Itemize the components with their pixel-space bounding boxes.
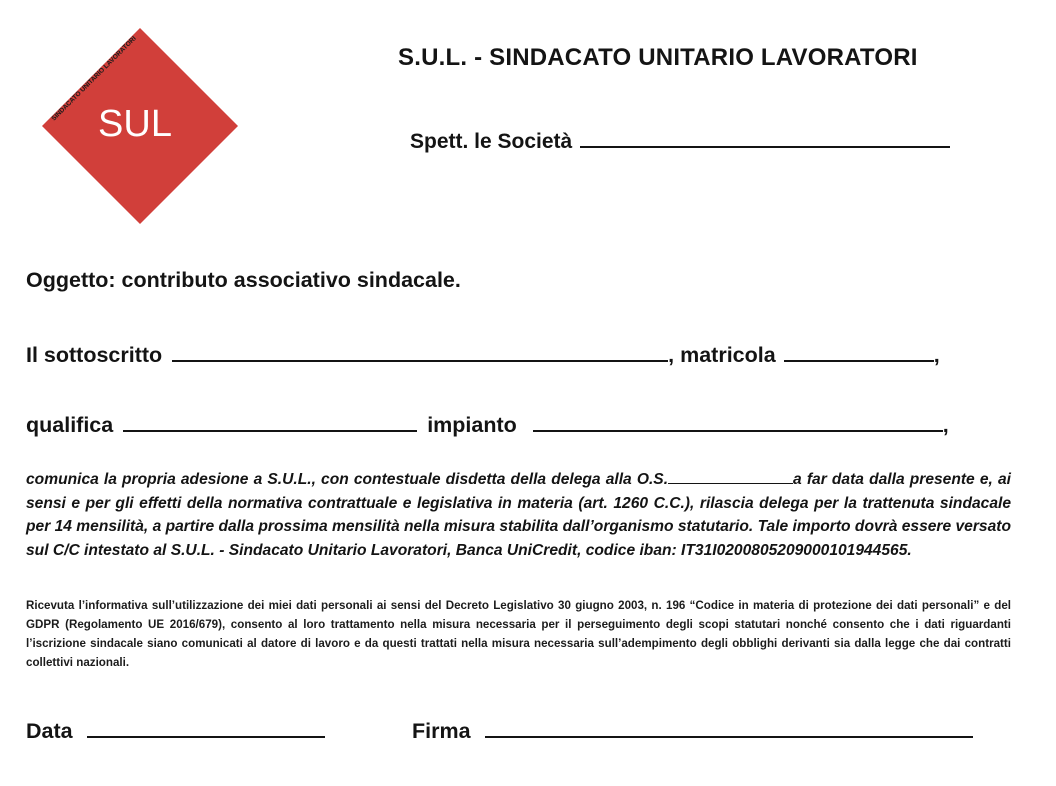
sottoscritto-label: Il sottoscritto <box>26 343 163 367</box>
impianto-comma: , <box>942 413 949 437</box>
date-row <box>26 716 325 744</box>
qualifica-label: qualifica <box>26 413 114 437</box>
logo-ring-text: SINDACATO UNITARIO LAVORATORI <box>50 35 138 123</box>
company-field[interactable] <box>580 126 950 148</box>
matricola-field[interactable] <box>784 340 934 362</box>
delegation-text-part1: comunica la propria adesione a S.U.L., con contestuale disdetta della delega alla O.S. <box>26 471 669 488</box>
subject: Oggetto: contributo associativo sindacale. <box>26 268 461 292</box>
os-field[interactable] <box>668 469 793 484</box>
matricola-label: , matricola <box>668 343 776 367</box>
signature-row <box>412 716 973 744</box>
date-field[interactable] <box>87 716 325 738</box>
signature-field[interactable] <box>485 716 973 738</box>
delegation-paragraph <box>26 468 1011 562</box>
recipient-line <box>410 126 950 154</box>
spett-label: Spett. le Società <box>410 130 573 153</box>
matricola-comma: , <box>933 343 940 367</box>
sottoscritto-field[interactable] <box>172 340 668 362</box>
sul-logo <box>40 26 240 226</box>
org-title: S.U.L. - SINDACATO UNITARIO LAVORATORI <box>398 44 918 71</box>
logo-text: SUL <box>98 103 172 145</box>
qualifica-row <box>26 410 949 438</box>
date-label: Data <box>26 719 73 743</box>
qualifica-field[interactable] <box>123 410 417 432</box>
privacy-paragraph: Ricevuta l’informativa sull’utilizzazione dei miei dati personali ai sensi del Decreto Legislativo 30 giugno 2003, n. 196 “Codice in materia di protezione dei dati personali” e del GDPR (Regolamento UE 2016/679), consento al loro trattamento nella misura necessaria per il perseguimento degli scopi statutari nonché consento che i dati riguardanti l’iscrizione sindacale siano comunicati al datore di lavoro e da questi trattati nella misura necessaria sull’adempimento degli obblighi derivanti sia dalla legge che dai contratti collettivi nazionali. <box>26 599 1011 669</box>
impianto-label: impianto <box>427 413 517 437</box>
delegation-text-part2: a far data dalla presente e, ai sensi e per gli effetti della normativa contrattuale e legislativa in materia (art. 1260 C.C.), rilascia delega per la trattenuta sindacale per 14 mensilità, a partire dalla prossima mensilità nella misura stabilita dall’organismo statutario. Tale importo dovrà essere versato sul C/C intestato al S.U.L. - Sindacato Unitario Lavoratori, Banca UniCredit, codice iban: IT31I0200805209000101944565. <box>26 471 1011 559</box>
signature-label: Firma <box>412 719 471 743</box>
sottoscritto-row <box>26 340 940 368</box>
impianto-field[interactable] <box>533 410 943 432</box>
